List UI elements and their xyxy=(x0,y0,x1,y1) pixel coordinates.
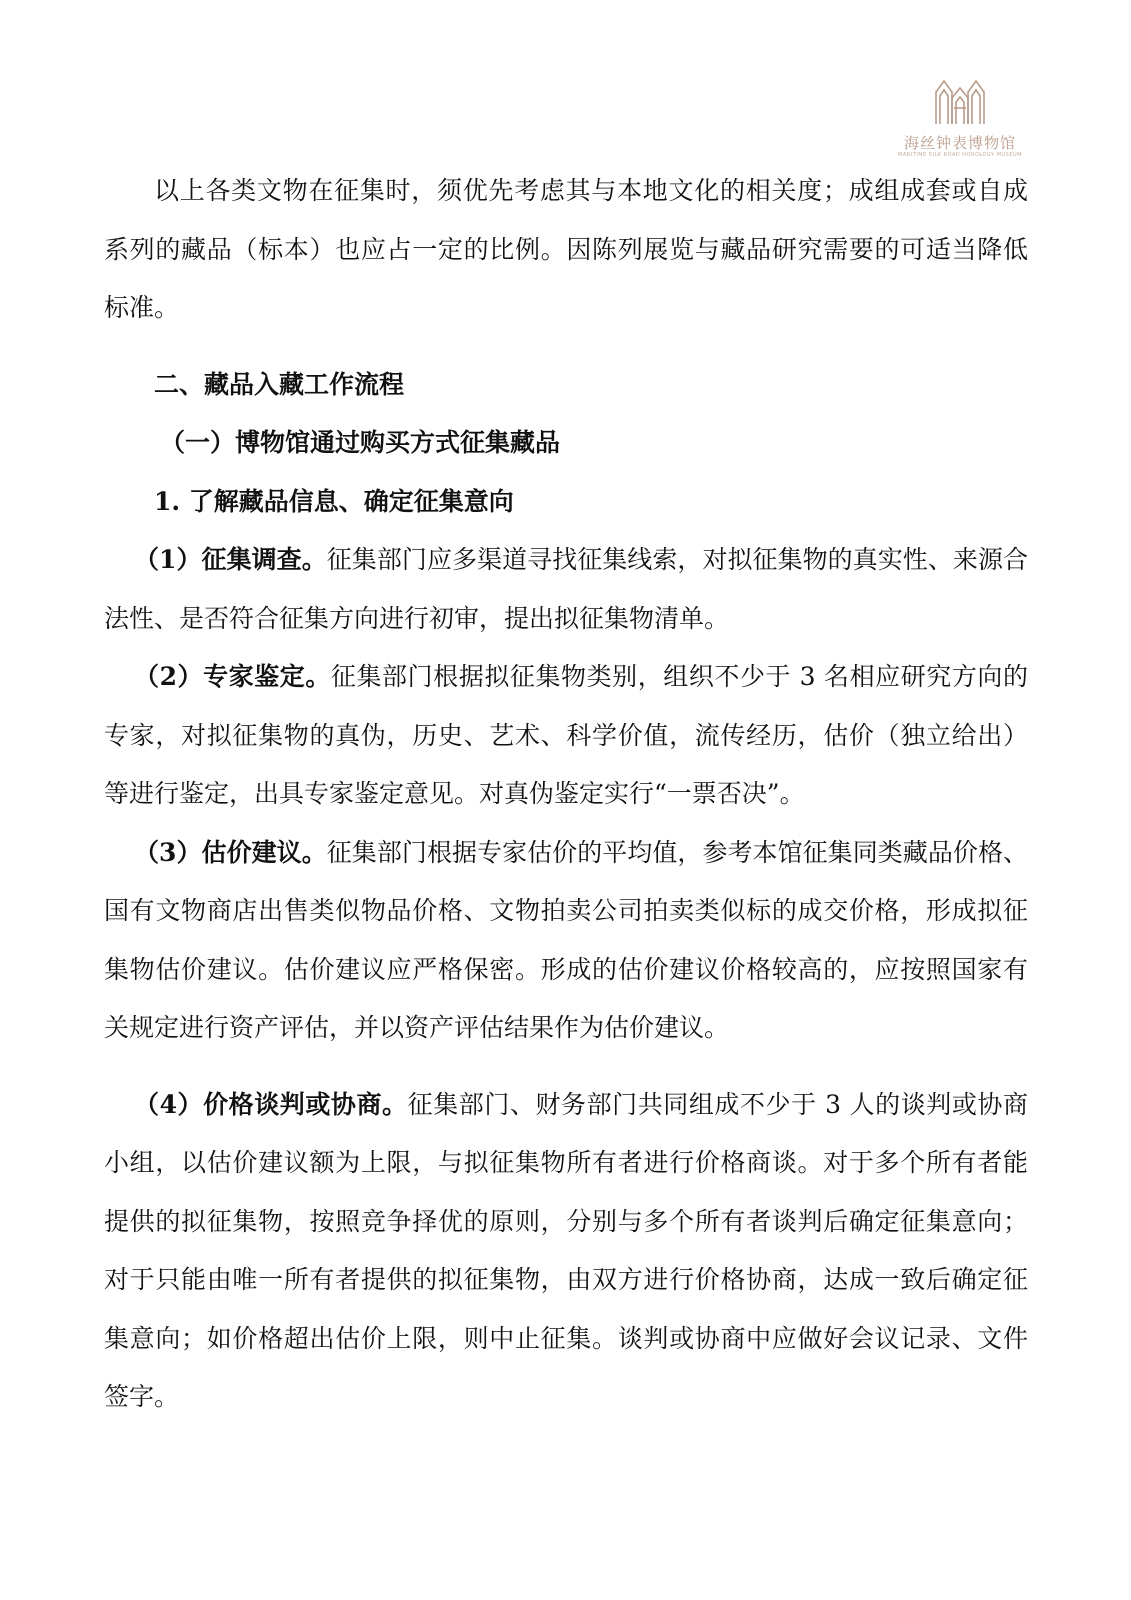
item-3-paragraph xyxy=(104,824,1028,1058)
intro-paragraph: 以上各类文物在征集时，须优先考虑其与本地文化的相关度；成组成套或自成系列的藏品（标本）也应占一定的比例。因陈列展览与藏品研究需要的可适当降低标准。 xyxy=(104,176,1028,322)
museum-building-icon xyxy=(934,78,986,126)
section-title: 二、藏品入藏工作流程 xyxy=(154,369,405,399)
item-2-text: 征集部门根据拟征集物类别，组织不少于 3 名相应研究方向的专家，对拟征集物的真伪，历史、艺术、科学价值，流传经历，估价（独立给出）等进行鉴定，出具专家鉴定意见。对真伪鉴定实行“一票否决”。 xyxy=(104,662,1028,808)
document-body xyxy=(104,162,1028,1427)
museum-name-english: MARITIME SILK ROAD HOROLOGY MUSEUM xyxy=(898,152,1022,158)
item-2-lead: （2）专家鉴定。 xyxy=(134,662,331,691)
item-1-text: 征集部门应多渠道寻找征集线索，对拟征集物的真实性、来源合法性、是否符合征集方向进行初审，提出拟征集物清单。 xyxy=(104,545,1028,633)
item-3-lead: （3）估价建议。 xyxy=(134,837,327,867)
item-1-paragraph xyxy=(104,531,1028,648)
museum-logo xyxy=(890,78,1030,158)
museum-name: 海丝钟表博物馆 xyxy=(903,134,1016,152)
item-4-lead: （4）价格谈判或协商。 xyxy=(134,1089,408,1119)
item-3-text: 征集部门根据专家估价的平均值，参考本馆征集同类藏品价格、国有文物商店出售类似物品价格、文物拍卖公司拍卖类似标的成交价格，形成拟征集物估价建议。估价建议应严格保密。形成的估价建议价格较高的，应按照国家有关规定进行资产评估，并以资产评估结果作为估价建议。 xyxy=(104,837,1028,1042)
item-1-lead: （1）征集调查。 xyxy=(134,545,327,574)
item-4-paragraph xyxy=(104,1076,1028,1427)
subsection-title: （一）博物馆通过购买方式征集藏品 xyxy=(160,428,561,457)
item-4-text: 征集部门、财务部门共同组成不少于 3 人的谈判或协商小组，以估价建议额为上限，与拟征集物所有者进行价格商谈。对于多个所有者能提供的拟征集物，按照竞争择优的原则，分别与多个所有者谈判后确定征集意向；对于只能由唯一所有者提供的拟征集物，由双方进行价格协商，达成一致后确定征集意向；如价格超出估价上限，则中止征集。谈判或协商中应做好会议记录、文件签字。 xyxy=(104,1089,1028,1411)
step-title: 1. 了解藏品信息、确定征集意向 xyxy=(154,486,514,516)
item-2-paragraph xyxy=(104,648,1028,824)
